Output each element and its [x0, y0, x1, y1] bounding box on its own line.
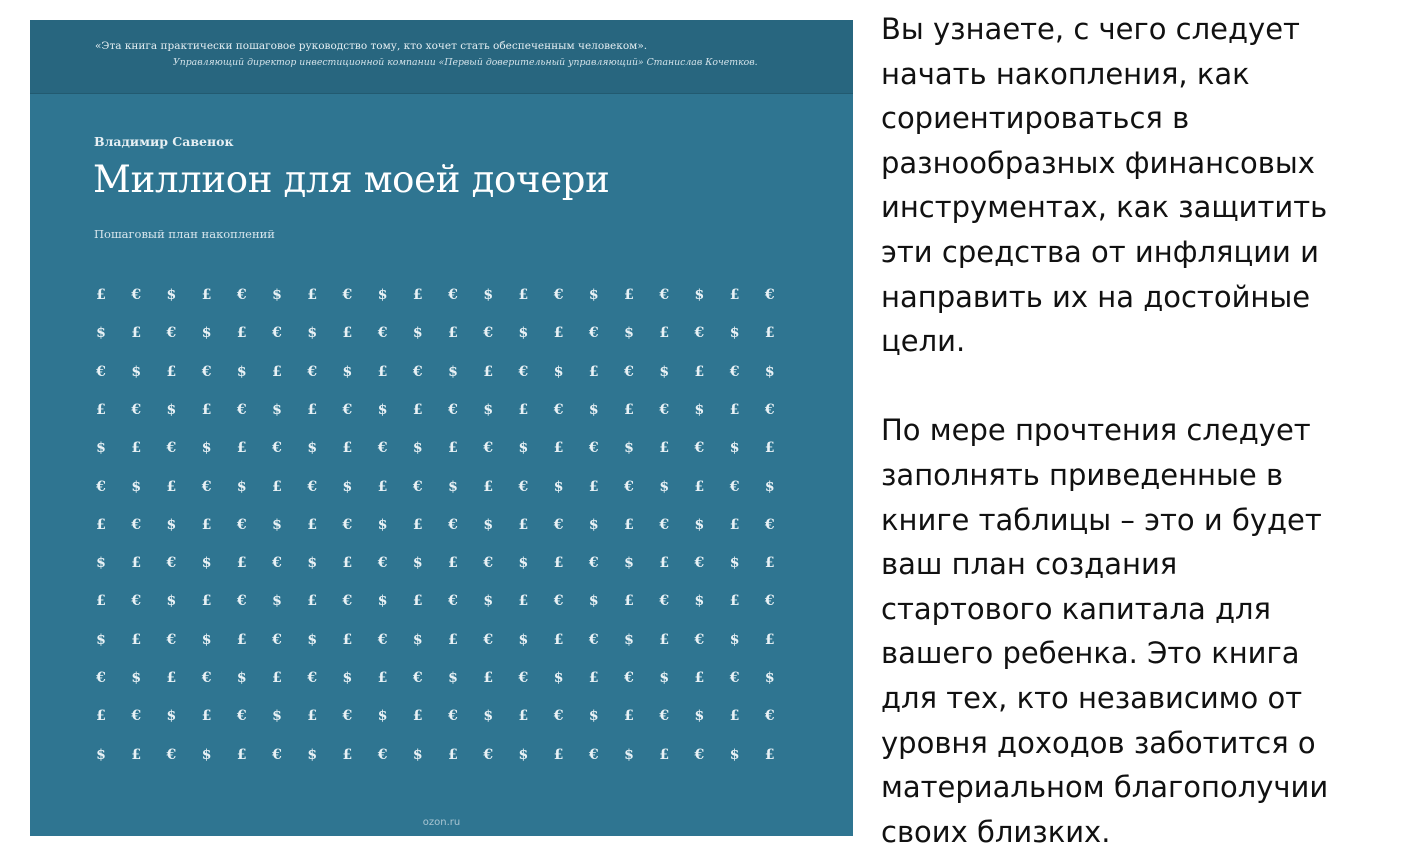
dollar-symbol: $ [236, 363, 247, 380]
euro-symbol: € [377, 746, 388, 763]
euro-symbol: € [483, 631, 494, 648]
dollar-symbol: $ [166, 516, 177, 533]
pound-symbol: £ [659, 746, 670, 763]
pound-symbol: £ [96, 287, 106, 303]
pound-symbol: £ [588, 670, 599, 686]
pound-symbol: £ [342, 746, 353, 763]
dollar-symbol: $ [377, 708, 388, 725]
dollar-symbol: $ [624, 631, 634, 648]
euro-symbol: € [412, 670, 423, 686]
dollar-symbol: $ [729, 631, 740, 648]
dollar-symbol: $ [483, 401, 494, 418]
pound-symbol: £ [236, 631, 247, 648]
euro-symbol: € [307, 363, 318, 380]
description-paragraph-1: Вы узнаете, с чего следует начать накопления, как сориентироваться в разнообразных финансовых инструментах, как защитить эти средства от инфляции и направить их на достойные цели. [881, 12, 1328, 359]
euro-symbol: € [659, 287, 670, 303]
dollar-symbol: $ [624, 746, 634, 763]
euro-symbol: € [342, 401, 353, 418]
dollar-symbol: $ [307, 325, 318, 342]
pound-symbol: £ [96, 516, 106, 533]
pound-symbol: £ [342, 555, 353, 572]
dollar-symbol: $ [131, 363, 142, 380]
cover-title: Миллион для моей дочери [93, 158, 610, 201]
dollar-symbol: $ [624, 440, 634, 457]
euro-symbol: € [131, 401, 142, 418]
euro-symbol: € [342, 593, 353, 610]
euro-symbol: € [236, 516, 247, 533]
dollar-symbol: $ [729, 555, 740, 572]
pound-symbol: £ [448, 325, 458, 342]
euro-symbol: € [553, 401, 564, 418]
euro-symbol: € [588, 746, 599, 763]
cover-quote-attribution: Управляющий директор инвестиционной компании «Первый доверительный управляющий» Станислав Кочетков. [173, 57, 758, 68]
pound-symbol: £ [553, 746, 564, 763]
pound-symbol: £ [201, 516, 212, 533]
pound-symbol: £ [624, 708, 634, 725]
pound-symbol: £ [729, 593, 740, 610]
pound-symbol: £ [518, 516, 529, 533]
dollar-symbol: $ [166, 708, 177, 725]
pound-symbol: £ [131, 631, 142, 648]
dollar-symbol: $ [272, 708, 282, 725]
euro-symbol: € [764, 593, 775, 610]
pound-symbol: £ [272, 478, 282, 495]
pound-symbol: £ [448, 631, 458, 648]
pound-symbol: £ [307, 593, 318, 610]
dollar-symbol: $ [377, 593, 388, 610]
dollar-symbol: $ [412, 440, 423, 457]
pound-symbol: £ [201, 401, 212, 418]
dollar-symbol: $ [694, 287, 705, 303]
dollar-symbol: $ [342, 363, 353, 380]
pound-symbol: £ [518, 708, 529, 725]
dollar-symbol: $ [412, 325, 423, 342]
pound-symbol: £ [448, 555, 458, 572]
euro-symbol: € [342, 708, 353, 725]
euro-symbol: € [377, 325, 388, 342]
dollar-symbol: $ [729, 440, 740, 457]
euro-symbol: € [377, 555, 388, 572]
dollar-symbol: $ [412, 555, 423, 572]
dollar-symbol: $ [201, 440, 212, 457]
euro-symbol: € [553, 516, 564, 533]
dollar-symbol: $ [448, 363, 458, 380]
pound-symbol: £ [236, 555, 247, 572]
pound-symbol: £ [764, 325, 775, 342]
pound-symbol: £ [412, 708, 423, 725]
book-description [881, 7, 1411, 854]
dollar-symbol: $ [518, 746, 529, 763]
dollar-symbol: $ [201, 746, 212, 763]
euro-symbol: € [483, 555, 494, 572]
dollar-symbol: $ [201, 325, 212, 342]
euro-symbol: € [588, 440, 599, 457]
dollar-symbol: $ [694, 401, 705, 418]
dollar-symbol: $ [483, 593, 494, 610]
euro-symbol: € [764, 516, 775, 533]
pound-symbol: £ [307, 401, 318, 418]
euro-symbol: € [729, 363, 740, 380]
pound-symbol: £ [659, 631, 670, 648]
pound-symbol: £ [553, 631, 564, 648]
pound-symbol: £ [764, 440, 775, 457]
pound-symbol: £ [553, 440, 564, 457]
book-cover-image [30, 20, 853, 836]
dollar-symbol: $ [659, 670, 670, 686]
euro-symbol: € [131, 516, 142, 533]
euro-symbol: € [518, 363, 529, 380]
pound-symbol: £ [483, 670, 494, 686]
euro-symbol: € [448, 708, 458, 725]
euro-symbol: € [272, 746, 282, 763]
dollar-symbol: $ [518, 631, 529, 648]
dollar-symbol: $ [553, 670, 564, 686]
cover-author: Владимир Савенок [94, 134, 234, 149]
euro-symbol: € [201, 363, 212, 380]
dollar-symbol: $ [272, 593, 282, 610]
pound-symbol: £ [764, 555, 775, 572]
pound-symbol: £ [553, 555, 564, 572]
pound-symbol: £ [448, 746, 458, 763]
euro-symbol: € [272, 325, 282, 342]
dollar-symbol: $ [764, 670, 775, 686]
pound-symbol: £ [412, 516, 423, 533]
pound-symbol: £ [412, 401, 423, 418]
euro-symbol: € [131, 593, 142, 610]
dollar-symbol: $ [588, 516, 599, 533]
dollar-symbol: $ [96, 631, 106, 648]
dollar-symbol: $ [448, 670, 458, 686]
pound-symbol: £ [201, 287, 212, 303]
dollar-symbol: $ [236, 670, 247, 686]
dollar-symbol: $ [96, 440, 106, 457]
pound-symbol: £ [729, 516, 740, 533]
euro-symbol: € [236, 593, 247, 610]
dollar-symbol: $ [553, 363, 564, 380]
pound-symbol: £ [694, 363, 705, 380]
pound-symbol: £ [412, 593, 423, 610]
euro-symbol: € [483, 325, 494, 342]
euro-symbol: € [483, 440, 494, 457]
pound-symbol: £ [131, 440, 142, 457]
dollar-symbol: $ [377, 401, 388, 418]
dollar-symbol: $ [518, 555, 529, 572]
dollar-symbol: $ [483, 708, 494, 725]
pound-symbol: £ [764, 746, 775, 763]
dollar-symbol: $ [166, 401, 177, 418]
euro-symbol: € [166, 555, 177, 572]
pound-symbol: £ [236, 440, 247, 457]
pound-symbol: £ [624, 287, 634, 303]
pound-symbol: £ [659, 555, 670, 572]
dollar-symbol: $ [272, 401, 282, 418]
euro-symbol: € [659, 516, 670, 533]
dollar-symbol: $ [412, 631, 423, 648]
euro-symbol: € [588, 325, 599, 342]
euro-symbol: € [764, 287, 775, 303]
dollar-symbol: $ [483, 516, 494, 533]
dollar-symbol: $ [272, 287, 282, 303]
pound-symbol: £ [518, 401, 529, 418]
dollar-symbol: $ [377, 516, 388, 533]
dollar-symbol: $ [307, 746, 318, 763]
dollar-symbol: $ [201, 631, 212, 648]
ozon-watermark: ozon.ru [422, 817, 461, 828]
pound-symbol: £ [96, 708, 106, 725]
pound-symbol: £ [694, 478, 705, 495]
pound-symbol: £ [624, 516, 634, 533]
euro-symbol: € [131, 708, 142, 725]
pound-symbol: £ [131, 746, 142, 763]
euro-symbol: € [553, 287, 564, 303]
pound-symbol: £ [166, 670, 177, 686]
pound-symbol: £ [377, 363, 388, 380]
dollar-symbol: $ [131, 670, 142, 686]
euro-symbol: € [412, 478, 423, 495]
dollar-symbol: $ [201, 555, 212, 572]
dollar-symbol: $ [236, 478, 247, 495]
pound-symbol: £ [272, 670, 282, 686]
dollar-symbol: $ [272, 516, 282, 533]
euro-symbol: € [201, 670, 212, 686]
cover-subtitle: Пошаговый план накоплений [94, 227, 275, 241]
euro-symbol: € [553, 593, 564, 610]
euro-symbol: € [201, 478, 212, 495]
euro-symbol: € [307, 478, 318, 495]
pound-symbol: £ [307, 516, 318, 533]
euro-symbol: € [448, 593, 458, 610]
dollar-symbol: $ [412, 746, 423, 763]
pound-symbol: £ [201, 593, 212, 610]
euro-symbol: € [553, 708, 564, 725]
pound-symbol: £ [764, 631, 775, 648]
dollar-symbol: $ [96, 555, 106, 572]
euro-symbol: € [624, 478, 634, 495]
dollar-symbol: $ [166, 593, 177, 610]
euro-symbol: € [694, 555, 705, 572]
euro-symbol: € [624, 363, 634, 380]
euro-symbol: € [272, 440, 282, 457]
euro-symbol: € [96, 670, 106, 686]
pound-symbol: £ [624, 593, 634, 610]
pound-symbol: £ [131, 555, 142, 572]
euro-symbol: € [764, 401, 775, 418]
dollar-symbol: $ [588, 401, 599, 418]
pound-symbol: £ [553, 325, 564, 342]
dollar-symbol: $ [694, 708, 705, 725]
euro-symbol: € [131, 287, 142, 303]
pound-symbol: £ [307, 287, 318, 303]
dollar-symbol: $ [659, 478, 670, 495]
euro-symbol: € [518, 670, 529, 686]
euro-symbol: € [96, 478, 106, 495]
dollar-symbol: $ [307, 440, 318, 457]
dollar-symbol: $ [342, 478, 353, 495]
pound-symbol: £ [342, 440, 353, 457]
pound-symbol: £ [729, 401, 740, 418]
dollar-symbol: $ [729, 325, 740, 342]
pound-symbol: £ [272, 363, 282, 380]
pound-symbol: £ [412, 287, 423, 303]
euro-symbol: € [236, 401, 247, 418]
euro-symbol: € [694, 440, 705, 457]
dollar-symbol: $ [694, 593, 705, 610]
dollar-symbol: $ [624, 555, 634, 572]
dollar-symbol: $ [518, 325, 529, 342]
euro-symbol: € [166, 631, 177, 648]
euro-symbol: € [694, 631, 705, 648]
euro-symbol: € [166, 440, 177, 457]
pound-symbol: £ [236, 746, 247, 763]
euro-symbol: € [448, 287, 458, 303]
euro-symbol: € [272, 555, 282, 572]
pound-symbol: £ [729, 708, 740, 725]
pound-symbol: £ [588, 363, 599, 380]
pound-symbol: £ [729, 287, 740, 303]
euro-symbol: € [483, 746, 494, 763]
euro-symbol: € [694, 746, 705, 763]
euro-symbol: € [764, 708, 775, 725]
currency-symbol-grid [86, 285, 786, 765]
pound-symbol: £ [236, 325, 247, 342]
pound-symbol: £ [377, 478, 388, 495]
dollar-symbol: $ [307, 555, 318, 572]
euro-symbol: € [729, 670, 740, 686]
euro-symbol: € [236, 708, 247, 725]
pound-symbol: £ [166, 478, 177, 495]
euro-symbol: € [377, 440, 388, 457]
dollar-symbol: $ [518, 440, 529, 457]
pound-symbol: £ [659, 440, 670, 457]
pound-symbol: £ [694, 670, 705, 686]
dollar-symbol: $ [342, 670, 353, 686]
dollar-symbol: $ [588, 593, 599, 610]
euro-symbol: € [307, 670, 318, 686]
euro-symbol: € [342, 516, 353, 533]
dollar-symbol: $ [624, 325, 634, 342]
pound-symbol: £ [483, 363, 494, 380]
pound-symbol: £ [518, 593, 529, 610]
pound-symbol: £ [201, 708, 212, 725]
cover-quote: «Эта книга практически пошаговое руководство тому, кто хочет стать обеспеченным человеком». [95, 40, 648, 52]
euro-symbol: € [659, 708, 670, 725]
description-paragraph-2: По мере прочтения следует заполнять приведенные в книге таблицы – это и будет ваш план создания стартового капитала для вашего ребенка. Это книга для тех, кто независимо от уровня доходов заботится о материальном благополучии своих близких. [881, 413, 1329, 849]
dollar-symbol: $ [448, 478, 458, 495]
dollar-symbol: $ [764, 478, 775, 495]
dollar-symbol: $ [377, 287, 388, 303]
dollar-symbol: $ [553, 478, 564, 495]
pound-symbol: £ [307, 708, 318, 725]
euro-symbol: € [272, 631, 282, 648]
euro-symbol: € [166, 325, 177, 342]
euro-symbol: € [659, 401, 670, 418]
euro-symbol: € [659, 593, 670, 610]
euro-symbol: € [694, 325, 705, 342]
dollar-symbol: $ [96, 746, 106, 763]
pound-symbol: £ [518, 287, 529, 303]
dollar-symbol: $ [166, 287, 177, 303]
euro-symbol: € [448, 401, 458, 418]
pound-symbol: £ [96, 401, 106, 418]
euro-symbol: € [448, 516, 458, 533]
euro-symbol: € [236, 287, 247, 303]
euro-symbol: € [729, 478, 740, 495]
euro-symbol: € [624, 670, 634, 686]
pound-symbol: £ [96, 593, 106, 610]
pound-symbol: £ [166, 363, 177, 380]
dollar-symbol: $ [694, 516, 705, 533]
pound-symbol: £ [131, 325, 142, 342]
euro-symbol: € [412, 363, 423, 380]
dollar-symbol: $ [483, 287, 494, 303]
euro-symbol: € [588, 631, 599, 648]
dollar-symbol: $ [131, 478, 142, 495]
euro-symbol: € [166, 746, 177, 763]
dollar-symbol: $ [764, 363, 775, 380]
pound-symbol: £ [342, 631, 353, 648]
dollar-symbol: $ [588, 708, 599, 725]
euro-symbol: € [588, 555, 599, 572]
dollar-symbol: $ [659, 363, 670, 380]
pound-symbol: £ [624, 401, 634, 418]
euro-symbol: € [96, 363, 106, 380]
dollar-symbol: $ [729, 746, 740, 763]
pound-symbol: £ [659, 325, 670, 342]
euro-symbol: € [377, 631, 388, 648]
cover-quote-band [30, 20, 853, 94]
pound-symbol: £ [448, 440, 458, 457]
dollar-symbol: $ [307, 631, 318, 648]
dollar-symbol: $ [588, 287, 599, 303]
euro-symbol: € [342, 287, 353, 303]
euro-symbol: € [518, 478, 529, 495]
pound-symbol: £ [483, 478, 494, 495]
pound-symbol: £ [588, 478, 599, 495]
pound-symbol: £ [377, 670, 388, 686]
pound-symbol: £ [342, 325, 353, 342]
dollar-symbol: $ [96, 325, 106, 342]
